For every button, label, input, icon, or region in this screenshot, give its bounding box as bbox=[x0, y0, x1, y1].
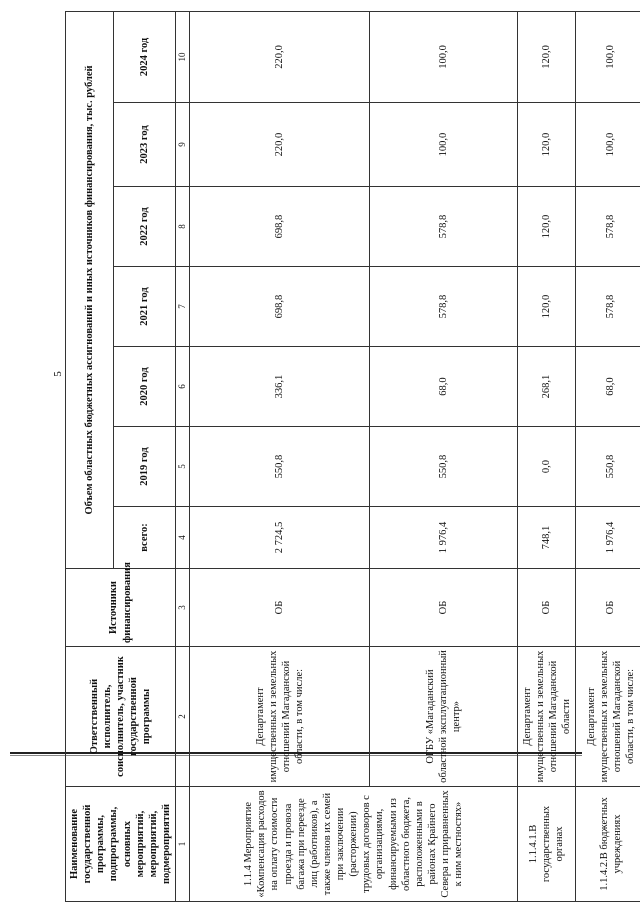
row-source: ОБ bbox=[518, 569, 576, 647]
row-2022: 120,0 bbox=[518, 187, 576, 267]
col-num: 3 bbox=[176, 569, 190, 647]
row-2023: 120,0 bbox=[518, 103, 576, 187]
header-name: Наименование государственной программы, подпрограммы, основных мероприятий, мероприятий, подмероприятий bbox=[66, 787, 176, 902]
row-2021: 578,8 bbox=[576, 267, 640, 347]
row-name: 1.1.4.1.В государственных органах bbox=[518, 787, 576, 902]
header-year: 2023 год bbox=[114, 103, 176, 187]
row-2020: 336,1 bbox=[190, 347, 370, 427]
row-executor: Департамент имущественных и земельных отношений Магаданской области bbox=[518, 647, 576, 787]
rotated-table-sheet bbox=[65, 12, 636, 902]
row-total: 1 976,4 bbox=[576, 507, 640, 569]
col-num: 6 bbox=[176, 347, 190, 427]
row-2022: 578,8 bbox=[370, 187, 518, 267]
row-2022: 578,8 bbox=[576, 187, 640, 267]
header-total: всего: bbox=[114, 507, 176, 569]
finance-table bbox=[65, 11, 640, 902]
row-2024: 120,0 bbox=[518, 11, 576, 102]
header-row-1 bbox=[66, 11, 114, 901]
header-year: 2021 год bbox=[114, 267, 176, 347]
row-total: 748,1 bbox=[518, 507, 576, 569]
row-source: ОБ bbox=[190, 569, 370, 647]
header-executor: Ответственный исполнитель, соисполнитель, участник государственной программы bbox=[66, 647, 176, 787]
col-num: 8 bbox=[176, 187, 190, 267]
header-source: Источники финансирования bbox=[66, 569, 176, 647]
row-2021: 120,0 bbox=[518, 267, 576, 347]
row-2019: 550,8 bbox=[576, 427, 640, 507]
row-total: 1 976,4 bbox=[370, 507, 518, 569]
row-source: ОБ bbox=[370, 569, 518, 647]
row-2024: 220,0 bbox=[190, 11, 370, 102]
row-2023: 220,0 bbox=[190, 103, 370, 187]
header-year: 2019 год bbox=[114, 427, 176, 507]
row-executor: Департамент имущественных и земельных отношений Магаданской области, в том числе: bbox=[576, 647, 640, 787]
table-row bbox=[190, 11, 370, 901]
col-num: 5 bbox=[176, 427, 190, 507]
header-year: 2024 год bbox=[114, 11, 176, 102]
row-2019: 550,8 bbox=[190, 427, 370, 507]
row-2020: 68,0 bbox=[370, 347, 518, 427]
row-total: 2 724,5 bbox=[190, 507, 370, 569]
row-2020: 268,1 bbox=[518, 347, 576, 427]
header-group: Объем областных бюджетных ассигнований и иных источников финансирования, тыс. рублей bbox=[66, 11, 114, 568]
row-2020: 68,0 bbox=[576, 347, 640, 427]
col-num: 4 bbox=[176, 507, 190, 569]
row-executor: Департамент имущественных и земельных отношений Магаданской области, в том числе: bbox=[190, 647, 370, 787]
table-row bbox=[518, 11, 576, 901]
column-number-row bbox=[176, 11, 190, 901]
table-row bbox=[370, 11, 518, 901]
col-num: 1 bbox=[176, 787, 190, 902]
row-2021: 578,8 bbox=[370, 267, 518, 347]
row-source: ОБ bbox=[576, 569, 640, 647]
header-year: 2022 год bbox=[114, 187, 176, 267]
row-2024: 100,0 bbox=[576, 11, 640, 102]
header-year: 2020 год bbox=[114, 347, 176, 427]
row-executor: ОГБУ «Магаданский областной эксплуатационный центр» bbox=[370, 647, 518, 787]
row-2023: 100,0 bbox=[370, 103, 518, 187]
row-2019: 550,8 bbox=[370, 427, 518, 507]
col-num: 9 bbox=[176, 103, 190, 187]
page-number: 5 bbox=[51, 371, 64, 377]
row-2022: 698,8 bbox=[190, 187, 370, 267]
col-num: 10 bbox=[176, 11, 190, 102]
col-num: 2 bbox=[176, 647, 190, 787]
row-2019: 0,0 bbox=[518, 427, 576, 507]
row-name: 1.1.4.2.В бюджетных учреждениях bbox=[576, 787, 640, 902]
row-2024: 100,0 bbox=[370, 11, 518, 102]
row-name: 1.1.4 Мероприятие «Компенсация расходов на оплату стоимости проезда и провоза багажа при переезде лиц (работников), а также членов их семей при заключении (расторжении) трудовых договоров с организациями, финансируемыми из областного бюджета, расположенными в районах Крайнего Севера и приравненных к ним местностях» bbox=[190, 787, 518, 902]
col-num: 7 bbox=[176, 267, 190, 347]
row-2023: 100,0 bbox=[576, 103, 640, 187]
table-row bbox=[576, 11, 640, 901]
row-2021: 698,8 bbox=[190, 267, 370, 347]
